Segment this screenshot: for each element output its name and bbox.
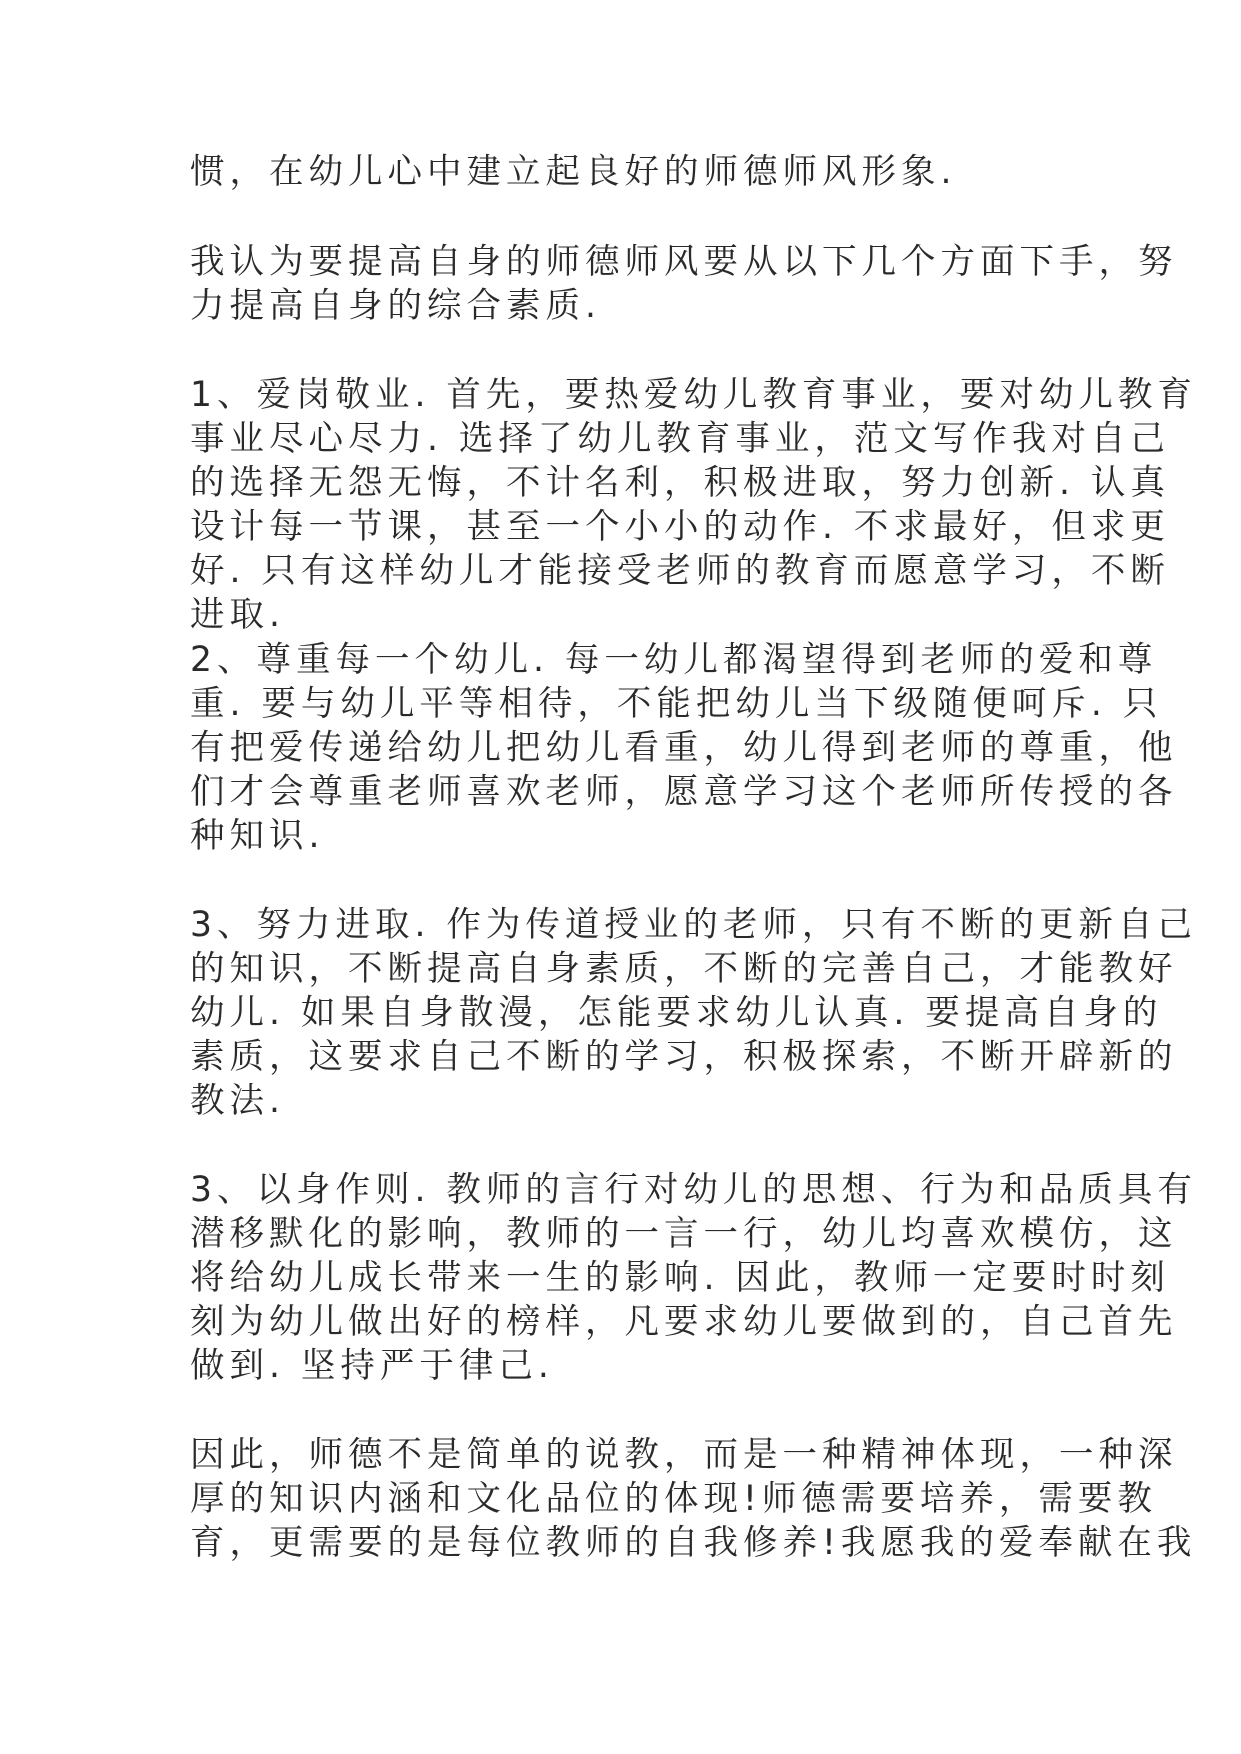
paragraph-continuation: 惯，在幼儿心中建立起良好的师德师风形象.	[190, 152, 957, 192]
paragraph-point-2: 2、尊重每一个幼儿. 每一幼儿都渴望得到老师的爱和尊 重. 要与幼儿平等相待，不能把幼儿当下级随便呵斥. 只 有把爱传递给幼儿把幼儿看重，幼儿得到老师的尊重，他 们才会尊重老师喜欢老师，愿意学习这个老师所传授的各 种知识.	[190, 640, 1178, 856]
paragraph-point-3: 3、努力进取. 作为传道授业的老师，只有不断的更新自己 的知识，不断提高自身素质，不断的完善自己，才能教好 幼儿. 如果自身散漫，怎能要求幼儿认真. 要提高自身的 素质，这要求自己不断的学习，积极探索，不断开辟新的 教法.	[190, 905, 1197, 1121]
paragraph-conclusion: 因此，师德不是简单的说教，而是一种精神体现，一种深 厚的知识内涵和文化品位的体现!师德需要培养，需要教 育，更需要的是每位教师的自我修养!我愿我的爱奉献在我	[190, 1435, 1197, 1563]
paragraph-point-1: 1、爱岗敬业. 首先，要热爱幼儿教育事业，要对幼儿教育 事业尽心尽力. 选择了幼儿教育事业，范文写作我对自己 的选择无怨无悔，不计名利，积极进取，努力创新. 认真 设计每一节课，甚至一个小小的动作. 不求最好，但求更 好. 只有这样幼儿才能接受老师的教育而愿意学习，不断 进取.	[190, 375, 1197, 635]
paragraph-intro: 我认为要提高自身的师德师风要从以下几个方面下手，努 力提高自身的综合素质.	[190, 242, 1178, 326]
paragraph-point-4: 3、以身作则. 教师的言行对幼儿的思想、行为和品质具有 潜移默化的影响，教师的一言一行，幼儿均喜欢模仿，这 将给幼儿成长带来一生的影响. 因此，教师一定要时时刻 刻为幼儿做出好的榜样，凡要求幼儿要做到的，自己首先 做到. 坚持严于律己.	[190, 1170, 1197, 1386]
